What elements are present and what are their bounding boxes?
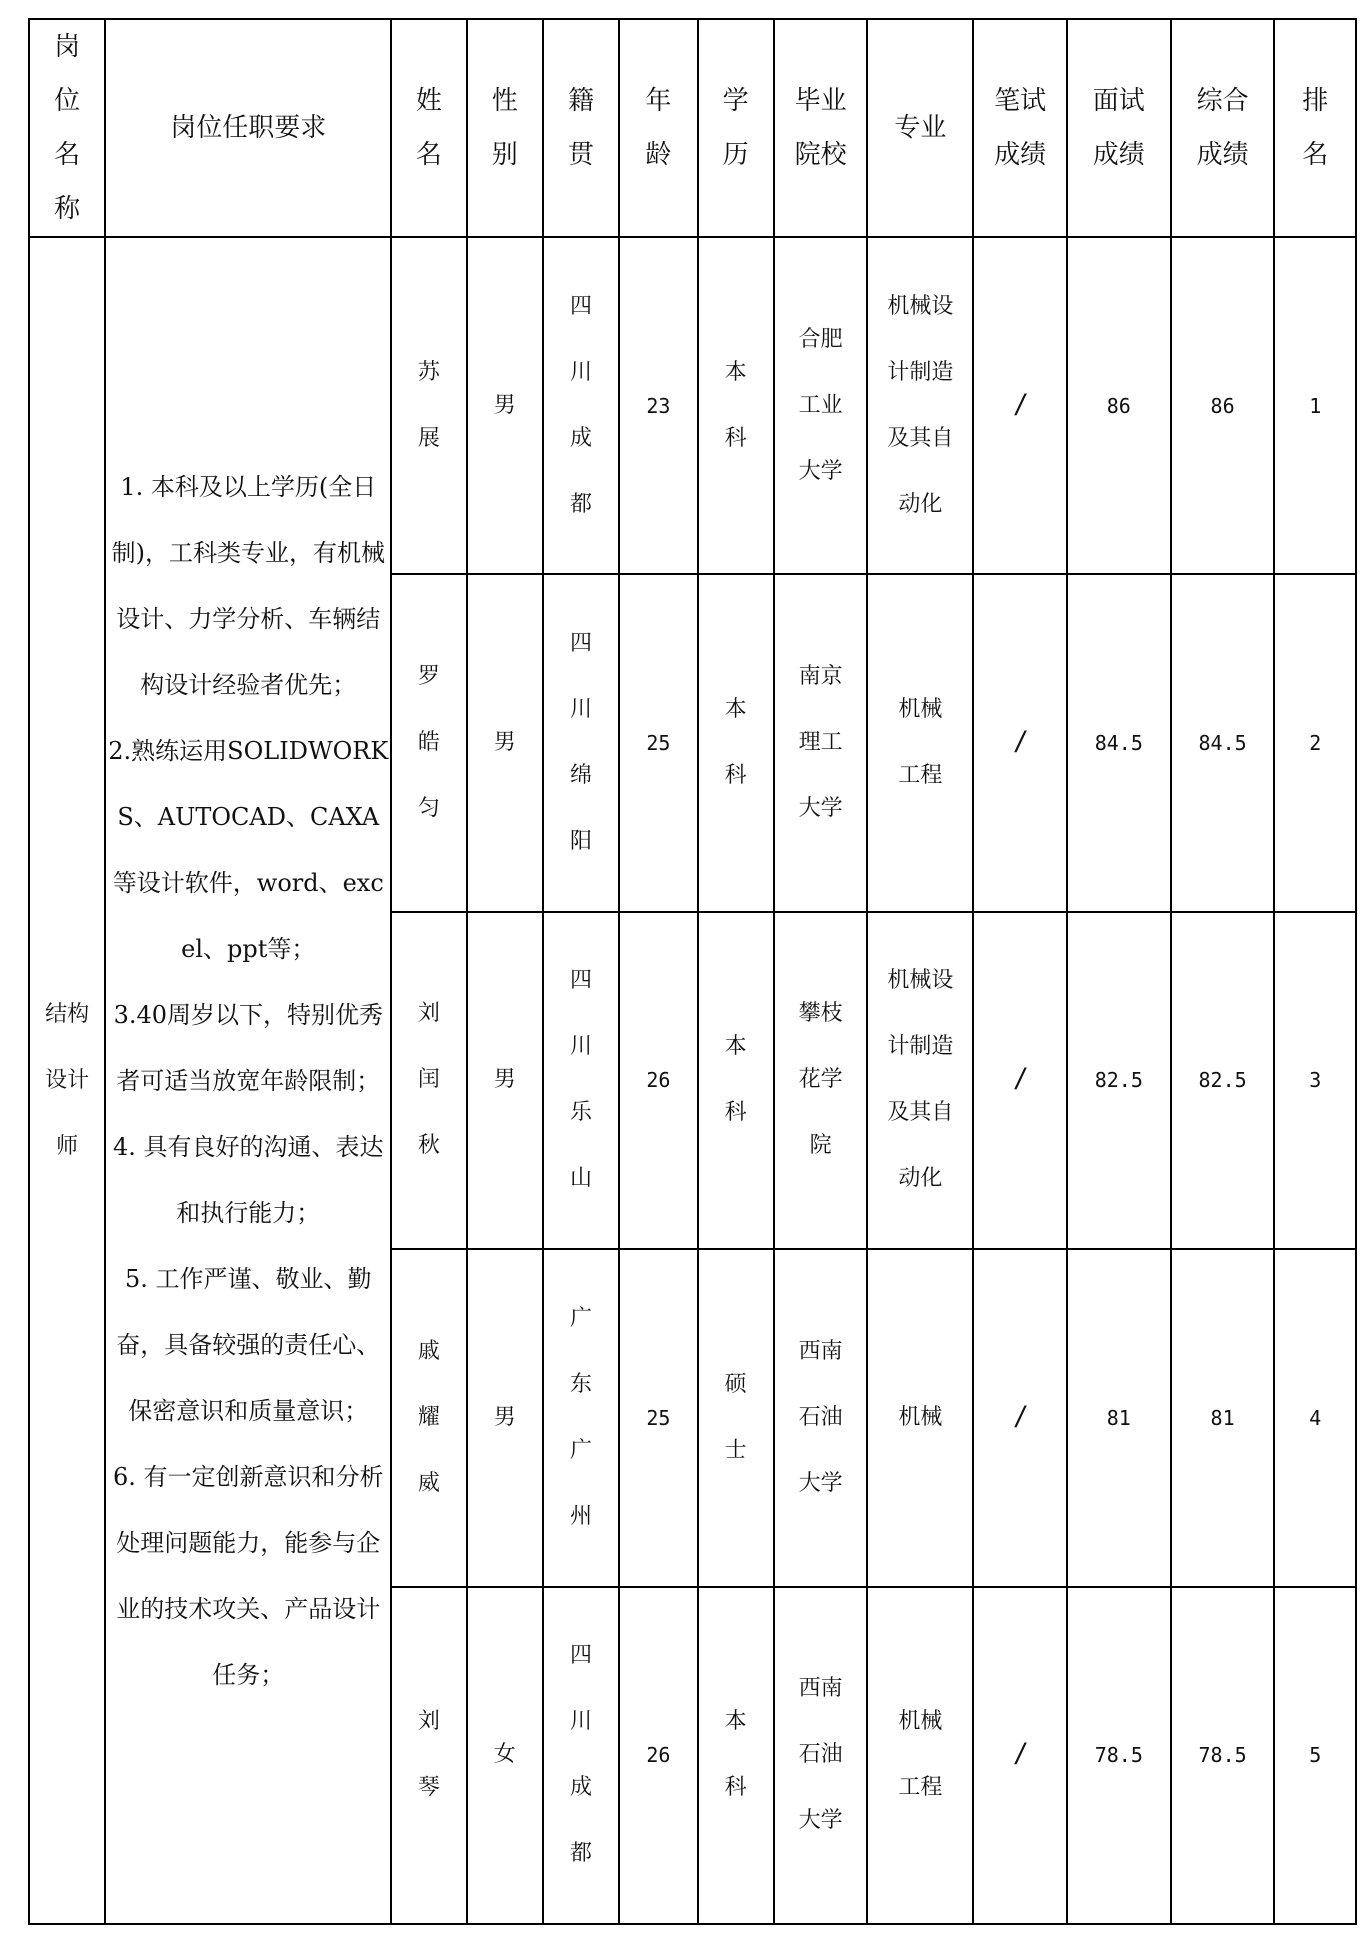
header-school: 毕业院校 [774,19,868,237]
candidate-total-score: 82.5 [1171,912,1275,1249]
candidate-name: 罗皓匀 [391,574,466,911]
requirement-item: 1. 本科及以上学历(全日制)，工科类专业，有机械设计、力学分析、车辆结构设计经验者优先； [111,472,385,699]
candidate-written-score: / [973,237,1067,574]
header-rank: 排名 [1274,19,1356,237]
candidate-gender: 男 [467,574,543,911]
candidate-written-score: / [973,1587,1067,1924]
candidate-education: 本科 [698,574,774,911]
header-education: 学历 [698,19,774,237]
candidate-ranking-table [28,18,1357,1925]
header-requirements: 岗位任职要求 [105,19,391,237]
candidate-gender: 男 [467,1249,543,1586]
candidate-interview-score: 86 [1067,237,1171,574]
candidate-school: 西南石油大学 [774,1249,868,1586]
candidate-school: 攀枝花学院 [774,912,868,1249]
candidate-rank: 1 [1274,237,1356,574]
header-row [29,19,1356,237]
candidate-origin: 四川乐山 [543,912,619,1249]
candidate-origin: 四川绵阳 [543,574,619,911]
candidate-education: 硕士 [698,1249,774,1586]
candidate-origin: 广东广州 [543,1249,619,1586]
header-name: 姓名 [391,19,466,237]
header-total-score: 综合成绩 [1171,19,1275,237]
candidate-major: 机械设计制造及其自动化 [867,237,973,574]
candidate-total-score: 81 [1171,1249,1275,1586]
candidate-name: 刘闰秋 [391,912,466,1249]
header-origin: 籍贯 [543,19,619,237]
header-position: 岗位名称 [29,19,105,237]
candidate-gender: 女 [467,1587,543,1924]
candidate-interview-score: 84.5 [1067,574,1171,911]
candidate-rank: 5 [1274,1587,1356,1924]
candidate-gender: 男 [467,237,543,574]
requirement-item: 2.熟练运用SOLIDWORKS、AUTOCAD、CAXA等设计软件，word、excel、ppt等； [108,736,389,963]
requirement-item: 4. 具有良好的沟通、表达和执行能力； [113,1132,384,1227]
candidate-school: 合肥工业大学 [774,237,868,574]
candidate-major: 机械工程 [867,1587,973,1924]
header-written-score: 笔试成绩 [973,19,1067,237]
candidate-education: 本科 [698,912,774,1249]
candidate-education: 本科 [698,237,774,574]
candidate-total-score: 86 [1171,237,1275,574]
candidate-age: 23 [619,237,697,574]
candidate-rank: 4 [1274,1249,1356,1586]
candidate-age: 26 [619,1587,697,1924]
requirement-item: 6. 有一定创新意识和分析处理问题能力，能参与企业的技术攻关、产品设计任务； [113,1462,384,1689]
candidate-education: 本科 [698,1587,774,1924]
header-age: 年龄 [619,19,697,237]
candidate-school: 南京理工大学 [774,574,868,911]
candidate-major: 机械工程 [867,574,973,911]
candidate-written-score: / [973,574,1067,911]
candidate-origin: 四川成都 [543,1587,619,1924]
candidate-interview-score: 82.5 [1067,912,1171,1249]
candidate-origin: 四川成都 [543,237,619,574]
candidate-interview-score: 78.5 [1067,1587,1171,1924]
candidate-written-score: / [973,912,1067,1249]
candidate-name: 刘琴 [391,1587,466,1924]
header-major: 专业 [867,19,973,237]
requirement-item: 3.40周岁以下，特别优秀者可适当放宽年龄限制； [113,1000,383,1095]
candidate-gender: 男 [467,912,543,1249]
candidate-major: 机械设计制造及其自动化 [867,912,973,1249]
candidate-age: 25 [619,574,697,911]
candidate-total-score: 84.5 [1171,574,1275,911]
candidate-age: 25 [619,1249,697,1586]
table-row [29,237,1356,574]
candidate-rank: 2 [1274,574,1356,911]
candidate-age: 26 [619,912,697,1249]
position-cell: 结构设计师 [29,237,105,1924]
candidate-major: 机械 [867,1249,973,1586]
requirements-cell [105,237,391,1924]
requirement-item: 5. 工作严谨、敬业、勤奋，具备较强的责任心、保密意识和质量意识； [116,1264,381,1425]
candidate-school: 西南石油大学 [774,1587,868,1924]
candidate-total-score: 78.5 [1171,1587,1275,1924]
candidate-name: 戚耀威 [391,1249,466,1586]
candidate-written-score: / [973,1249,1067,1586]
header-interview-score: 面试成绩 [1067,19,1171,237]
header-gender: 性别 [467,19,543,237]
candidate-interview-score: 81 [1067,1249,1171,1586]
candidate-rank: 3 [1274,912,1356,1249]
candidate-name: 苏展 [391,237,466,574]
